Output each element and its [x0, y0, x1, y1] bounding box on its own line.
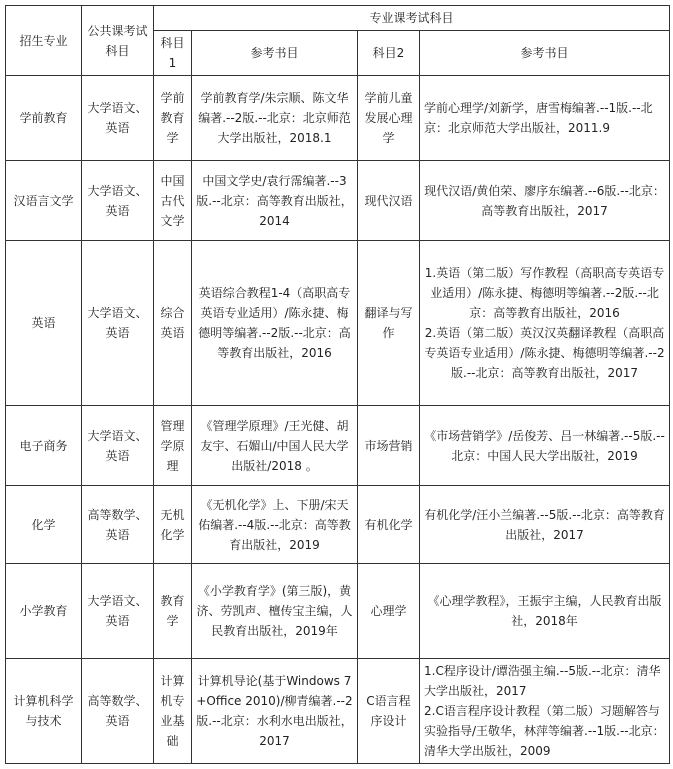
major-cell: 学前教育 [6, 76, 82, 161]
public-subjects-cell: 高等数学、英语 [82, 486, 154, 564]
subject1-cell: 计算机专业基础 [154, 659, 192, 764]
reference2-cell: 现代汉语/黄伯荣、廖序东编著.--6版.--北京：高等教育出版社，2017 [420, 161, 670, 241]
reference2-cell: 《市场营销学》/岳俊芳、吕一林编著.--5版.--北京：中国人民大学出版社，2019 [420, 406, 670, 486]
header-public-subjects: 公共课考试科目 [82, 6, 154, 76]
subject2-cell: C语言程序设计 [358, 659, 420, 764]
public-subjects-cell: 大学语文、英语 [82, 241, 154, 406]
table-row [6, 659, 670, 764]
header-professional-subjects: 专业课考试科目 [154, 6, 670, 31]
reference2-cell: 1.英语（第二版）写作教程（高职高专英语专业适用）/陈永捷、梅德明等编著.--2版.--北京：高等教育出版社，2016 2.英语（第二版）英汉汉英翻译教程（高职高专英语专业适用）/陈永捷、梅德明等编著.--2版.--北京：高等教育出版社，2017 [420, 241, 670, 406]
reference1-cell: 中国文学史/袁行霈编著.--3版.--北京：高等教育出版社，2014 [192, 161, 358, 241]
reference1-cell: 学前教育学/朱宗顺、陈文华编著.--2版.--北京：北京师范大学出版社，2018.1 [192, 76, 358, 161]
header-major: 招生专业 [6, 6, 82, 76]
header-reference1: 参考书目 [192, 31, 358, 76]
major-cell: 电子商务 [6, 406, 82, 486]
header-reference2: 参考书目 [420, 31, 670, 76]
exam-subjects-table [5, 5, 670, 764]
reference2-cell: 有机化学/汪小兰编著.--5版.--北京：高等教育出版社，2017 [420, 486, 670, 564]
reference2-cell: 《心理学教程》，王振宇主编，人民教育出版社，2018年 [420, 564, 670, 659]
table-row [6, 564, 670, 659]
subject2-cell: 翻译与写作 [358, 241, 420, 406]
subject1-cell: 管理学原理 [154, 406, 192, 486]
subject2-cell: 心理学 [358, 564, 420, 659]
major-cell: 化学 [6, 486, 82, 564]
major-cell: 英语 [6, 241, 82, 406]
subject2-cell: 现代汉语 [358, 161, 420, 241]
reference2-cell: 1.C程序设计/谭浩强主编.--5版.--北京：清华大学出版社，2017 2.C语言程序设计教程（第二版）习题解答与实验指导/王敬华，林萍等编著.--1版.--北京：清华大学出版社，2009 [420, 659, 670, 764]
header-subject1: 科目1 [154, 31, 192, 76]
header-subject2: 科目2 [358, 31, 420, 76]
subject1-cell: 综合英语 [154, 241, 192, 406]
reference1-cell: 《无机化学》上、下册/宋天佑编著.--4版.--北京：高等教育出版社，2019 [192, 486, 358, 564]
reference2-cell: 学前心理学/刘新学，唐雪梅编著.--1版.--北京：北京师范大学出版社，2011.9 [420, 76, 670, 161]
reference1-cell: 《小学教育学》(第三版)，黄济、劳凯声、檀传宝主编，人民教育出版社，2019年 [192, 564, 358, 659]
subject1-cell: 中国古代文学 [154, 161, 192, 241]
subject2-cell: 学前儿童发展心理学 [358, 76, 420, 161]
table-row [6, 486, 670, 564]
public-subjects-cell: 大学语文、英语 [82, 564, 154, 659]
subject2-cell: 有机化学 [358, 486, 420, 564]
public-subjects-cell: 高等数学、英语 [82, 659, 154, 764]
reference1-cell: 《管理学原理》/王光健、胡友宇、石媚山/中国人民大学出版社/2018 。 [192, 406, 358, 486]
major-cell: 计算机科学与技术 [6, 659, 82, 764]
reference1-cell: 英语综合教程1-4（高职高专英语专业适用）/陈永捷、梅德明等编著.--2版.--北京：高等教育出版社，2016 [192, 241, 358, 406]
subject1-cell: 学前教育学 [154, 76, 192, 161]
table-row [6, 76, 670, 161]
table-row [6, 161, 670, 241]
subject2-cell: 市场营销 [358, 406, 420, 486]
subject1-cell: 无机化学 [154, 486, 192, 564]
major-cell: 小学教育 [6, 564, 82, 659]
major-cell: 汉语言文学 [6, 161, 82, 241]
subject1-cell: 教育学 [154, 564, 192, 659]
public-subjects-cell: 大学语文、英语 [82, 161, 154, 241]
table-row [6, 241, 670, 406]
public-subjects-cell: 大学语文、英语 [82, 406, 154, 486]
table-row [6, 406, 670, 486]
reference1-cell: 计算机导论(基于Windows 7+Office 2010)/柳青编著.--2版.--北京：水利水电出版社，2017 [192, 659, 358, 764]
public-subjects-cell: 大学语文、英语 [82, 76, 154, 161]
